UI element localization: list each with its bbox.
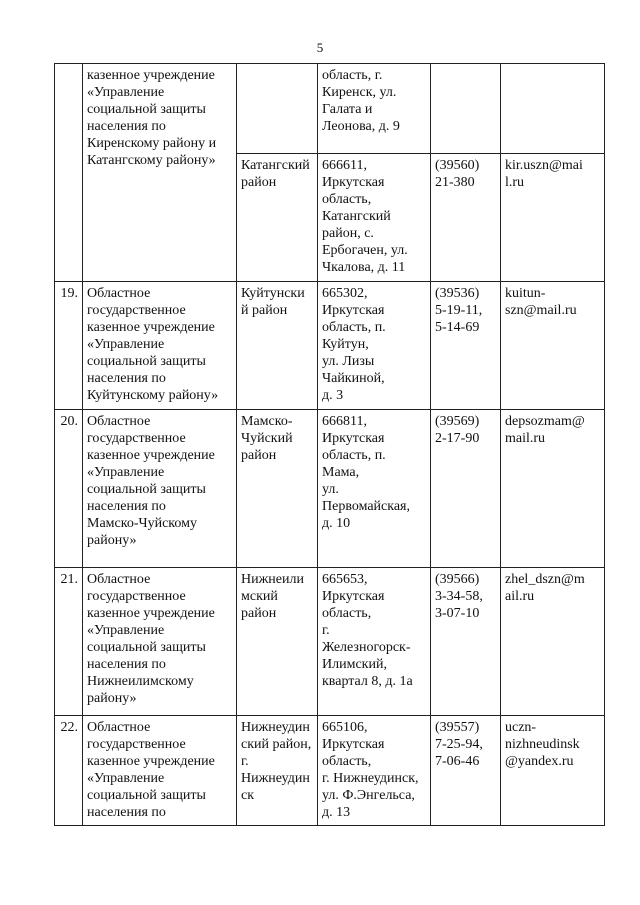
organization-name-line: «Управление: [87, 85, 165, 100]
organization-name-line: казенное учреждение: [87, 606, 215, 621]
address-line: Иркутская: [322, 589, 385, 604]
address-line: Илимский,: [322, 657, 387, 672]
email-line: zhel_dszn@m: [505, 572, 585, 587]
organization-name-line: государственное: [87, 589, 186, 604]
district: [237, 154, 318, 282]
organization-name: [83, 64, 237, 282]
address-line: 665106,: [322, 720, 368, 735]
row-number: 19.: [55, 282, 83, 410]
address: [318, 410, 431, 568]
address-line: ул. Лизы: [322, 354, 375, 369]
address-line: Иркутская: [322, 175, 385, 190]
district: [237, 282, 318, 410]
organization-name-line: социальной защиты: [87, 788, 206, 803]
email-line: kuitun-: [505, 286, 546, 301]
table-row: [55, 282, 605, 410]
email-line: l.ru: [505, 175, 525, 190]
address-line: Катангский: [322, 209, 391, 224]
organization-name-line: государственное: [87, 737, 186, 752]
address-line: ул.: [322, 482, 339, 497]
phone-line: (39566): [435, 572, 480, 587]
email: [501, 568, 605, 716]
organization-name: [83, 410, 237, 568]
organization-name-line: социальной защиты: [87, 354, 206, 369]
address-line: г.: [322, 623, 330, 638]
address-line: Куйтун,: [322, 337, 369, 352]
address-line: Первомайская,: [322, 499, 410, 514]
district-line: ский район,: [241, 737, 312, 752]
address-line: область, г.: [322, 68, 383, 83]
district-line: район: [241, 448, 277, 463]
organization-name-line: населения по: [87, 119, 166, 134]
table-row: [55, 716, 605, 826]
phone-line: 5-14-69: [435, 320, 480, 335]
address-line: область,: [322, 606, 372, 621]
organization-name-line: Мамско-Чуйскому: [87, 516, 197, 531]
district-line: Нижнеудин: [241, 771, 310, 786]
organization-name-line: населения по: [87, 371, 166, 386]
district-line: й район: [241, 303, 288, 318]
address: [318, 154, 431, 282]
address-line: квартал 8, д. 1а: [322, 674, 413, 689]
phone: [431, 716, 501, 826]
table-row: [55, 64, 605, 154]
email-line: uczn-: [505, 720, 537, 735]
address: [318, 568, 431, 716]
email-line: mail.ru: [505, 431, 546, 446]
organization-name-line: «Управление: [87, 623, 165, 638]
address-line: Ербогачен, ул.: [322, 243, 408, 258]
email: [501, 154, 605, 282]
page-number: 5: [316, 40, 324, 55]
organization-name-line: «Управление: [87, 337, 165, 352]
phone: [431, 410, 501, 568]
organization-name-line: государственное: [87, 303, 186, 318]
address-line: Леонова, д. 9: [322, 119, 400, 134]
phone: [431, 568, 501, 716]
phone-line: 2-17-90: [435, 431, 480, 446]
address-line: 665653,: [322, 572, 368, 587]
district-line: Мамско-: [241, 414, 293, 429]
address-line: д. 3: [322, 388, 344, 403]
phone-line: (39560): [435, 158, 480, 173]
row-number: [55, 64, 83, 282]
address: [318, 716, 431, 826]
row-number: 22.: [55, 716, 83, 826]
organization-name-line: Областное: [87, 286, 151, 301]
row-number: 20.: [55, 410, 83, 568]
organization-name-line: государственное: [87, 431, 186, 446]
address-line: область,: [322, 192, 372, 207]
organization-name: [83, 282, 237, 410]
organization-name-line: Областное: [87, 720, 151, 735]
organization-name-line: Нижнеилимскому: [87, 674, 194, 689]
email: [501, 410, 605, 568]
address: [318, 282, 431, 410]
district: [237, 410, 318, 568]
address-line: г. Нижнеудинск,: [322, 771, 419, 786]
organization-name-line: району»: [87, 691, 137, 706]
organization-name-line: району»: [87, 533, 137, 548]
address-line: 665302,: [322, 286, 368, 301]
organization-name-line: казенное учреждение: [87, 448, 215, 463]
address-line: область, п.: [322, 448, 386, 463]
phone-line: (39557): [435, 720, 480, 735]
organization-name-line: населения по: [87, 499, 166, 514]
district-line: Куйтунски: [241, 286, 305, 301]
email-line: ail.ru: [505, 589, 535, 604]
organization-name-line: Киренскому району и: [87, 136, 217, 151]
district-line: Катангский: [241, 158, 310, 173]
table-row: [55, 410, 605, 568]
address-line: Киренск, ул.: [322, 85, 397, 100]
organization-name-line: «Управление: [87, 465, 165, 480]
address-line: Иркутская: [322, 431, 385, 446]
phone: [431, 282, 501, 410]
email-line: depsozmam@: [505, 414, 585, 429]
address-line: д. 13: [322, 805, 351, 820]
email: [501, 716, 605, 826]
address-line: Галата и: [322, 102, 373, 117]
address-line: Мама,: [322, 465, 360, 480]
organization-name-line: казенное учреждение: [87, 68, 215, 83]
email-line: kir.uszn@mai: [505, 158, 583, 173]
address-line: 666611,: [322, 158, 367, 173]
email: [501, 64, 605, 154]
email: [501, 282, 605, 410]
organization-name-line: «Управление: [87, 771, 165, 786]
organization-name-line: Катангскому району»: [87, 153, 216, 168]
phone-line: (39536): [435, 286, 480, 301]
phone-line: 21-380: [435, 175, 475, 190]
district: [237, 64, 318, 154]
address-line: д. 10: [322, 516, 351, 531]
organization-name-line: казенное учреждение: [87, 754, 215, 769]
phone: [431, 154, 501, 282]
organization-name-line: Областное: [87, 414, 151, 429]
phone-line: 3-07-10: [435, 606, 480, 621]
organization-name: [83, 568, 237, 716]
district: [237, 716, 318, 826]
district-line: Чуйский: [241, 431, 293, 446]
phone-line: 7-25-94,: [435, 737, 483, 752]
registry-table: [54, 63, 605, 826]
district-line: Нижнеудин: [241, 720, 310, 735]
organization-name-line: Куйтунскому району»: [87, 388, 219, 403]
organization-name-line: социальной защиты: [87, 102, 206, 117]
phone: [431, 64, 501, 154]
address-line: область,: [322, 754, 372, 769]
address-line: Иркутская: [322, 737, 385, 752]
phone-line: (39569): [435, 414, 480, 429]
phone-line: 5-19-11,: [435, 303, 483, 318]
phone-line: 3-34-58,: [435, 589, 483, 604]
address-line: 666811,: [322, 414, 367, 429]
phone-line: 7-06-46: [435, 754, 480, 769]
district-line: ск: [241, 788, 255, 803]
row-number: 21.: [55, 568, 83, 716]
address: [318, 64, 431, 154]
address-line: ул. Ф.Энгельса,: [322, 788, 415, 803]
address-line: район, с.: [322, 226, 374, 241]
district-line: Нижнеили: [241, 572, 304, 587]
district-line: район: [241, 606, 277, 621]
email-line: szn@mail.ru: [505, 303, 577, 318]
address-line: Иркутская: [322, 303, 385, 318]
address-line: Железногорск-: [322, 640, 411, 655]
organization-name-line: социальной защиты: [87, 482, 206, 497]
district-line: район: [241, 175, 277, 190]
organization-name-line: населения по: [87, 805, 166, 820]
organization-name-line: Областное: [87, 572, 151, 587]
table-row: [55, 568, 605, 716]
organization-name: [83, 716, 237, 826]
registry-body: [55, 64, 605, 826]
district-line: г.: [241, 754, 249, 769]
organization-name-line: социальной защиты: [87, 640, 206, 655]
address-line: Чкалова, д. 11: [322, 260, 406, 275]
email-line: nizhneudinsk: [505, 737, 580, 752]
district-line: мский: [241, 589, 278, 604]
email-line: @yandex.ru: [505, 754, 574, 769]
address-line: область, п.: [322, 320, 386, 335]
organization-name-line: населения по: [87, 657, 166, 672]
district: [237, 568, 318, 716]
address-line: Чайкиной,: [322, 371, 385, 386]
organization-name-line: казенное учреждение: [87, 320, 215, 335]
